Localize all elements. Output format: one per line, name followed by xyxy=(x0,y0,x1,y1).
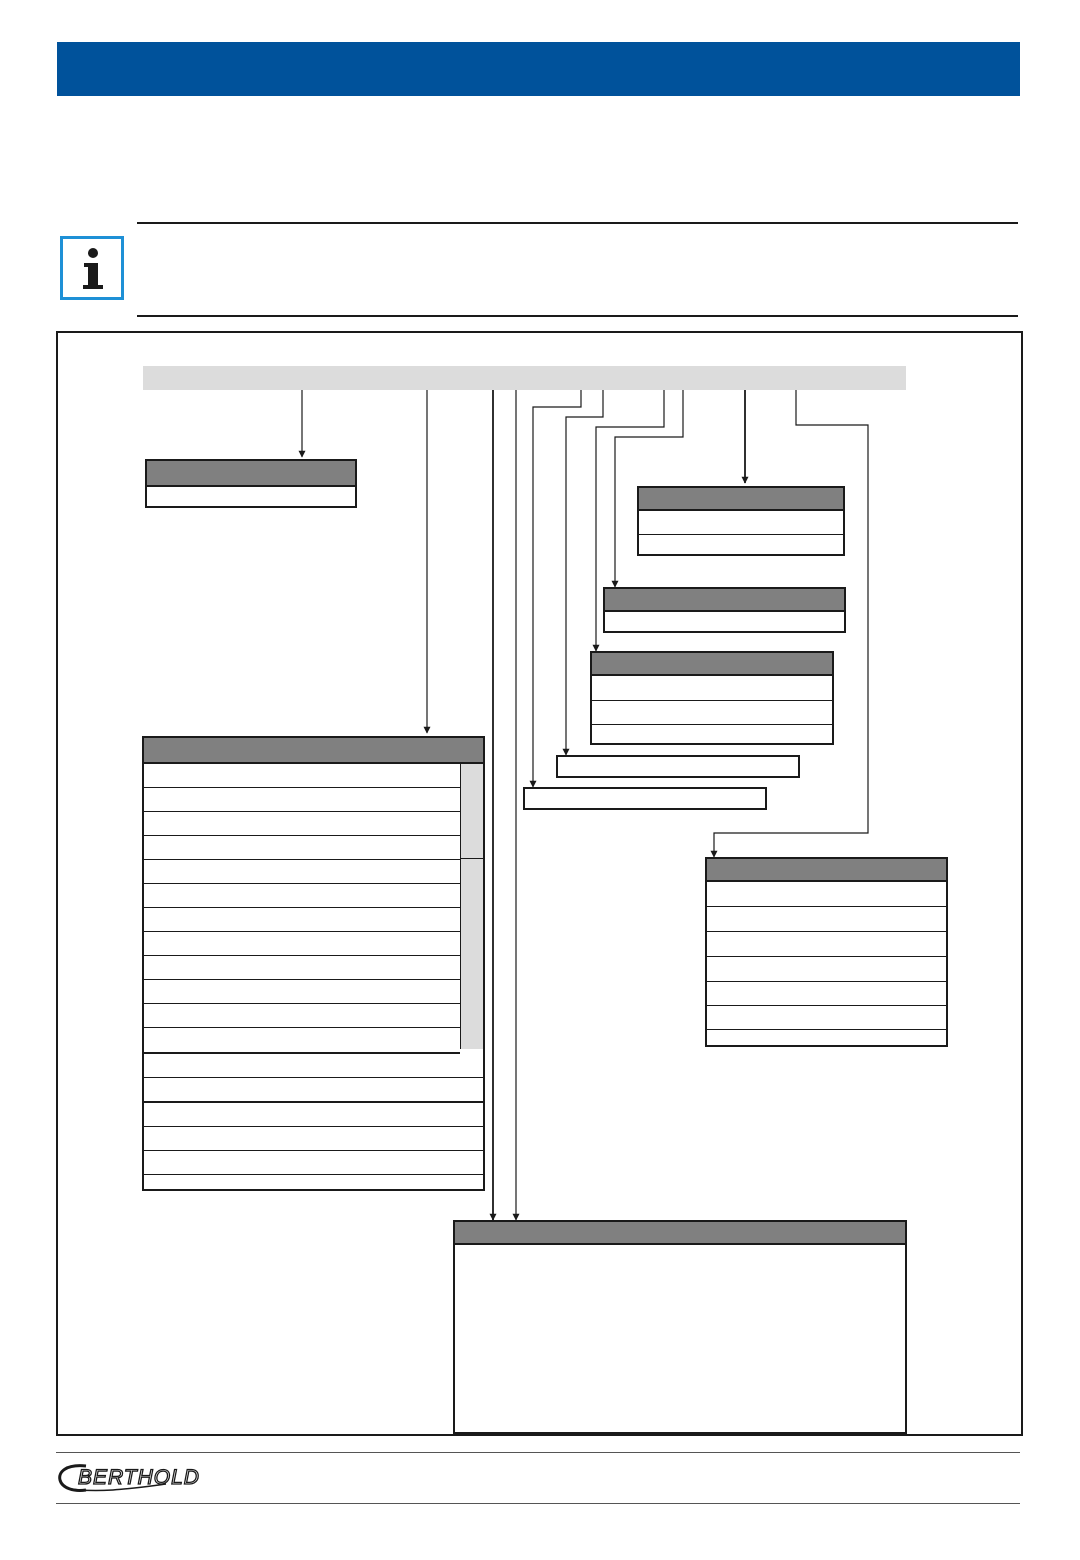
berthold-logo-text: BERTHOLD xyxy=(78,1466,200,1489)
connector-arrow xyxy=(566,390,603,755)
footer-top-rule xyxy=(56,1452,1020,1453)
connector-arrow xyxy=(615,390,683,587)
connector-arrow xyxy=(714,390,868,857)
connector-arrow xyxy=(596,390,664,651)
connector-arrow xyxy=(533,390,581,787)
footer-bottom-rule xyxy=(56,1503,1020,1504)
berthold-logo xyxy=(56,1458,246,1498)
